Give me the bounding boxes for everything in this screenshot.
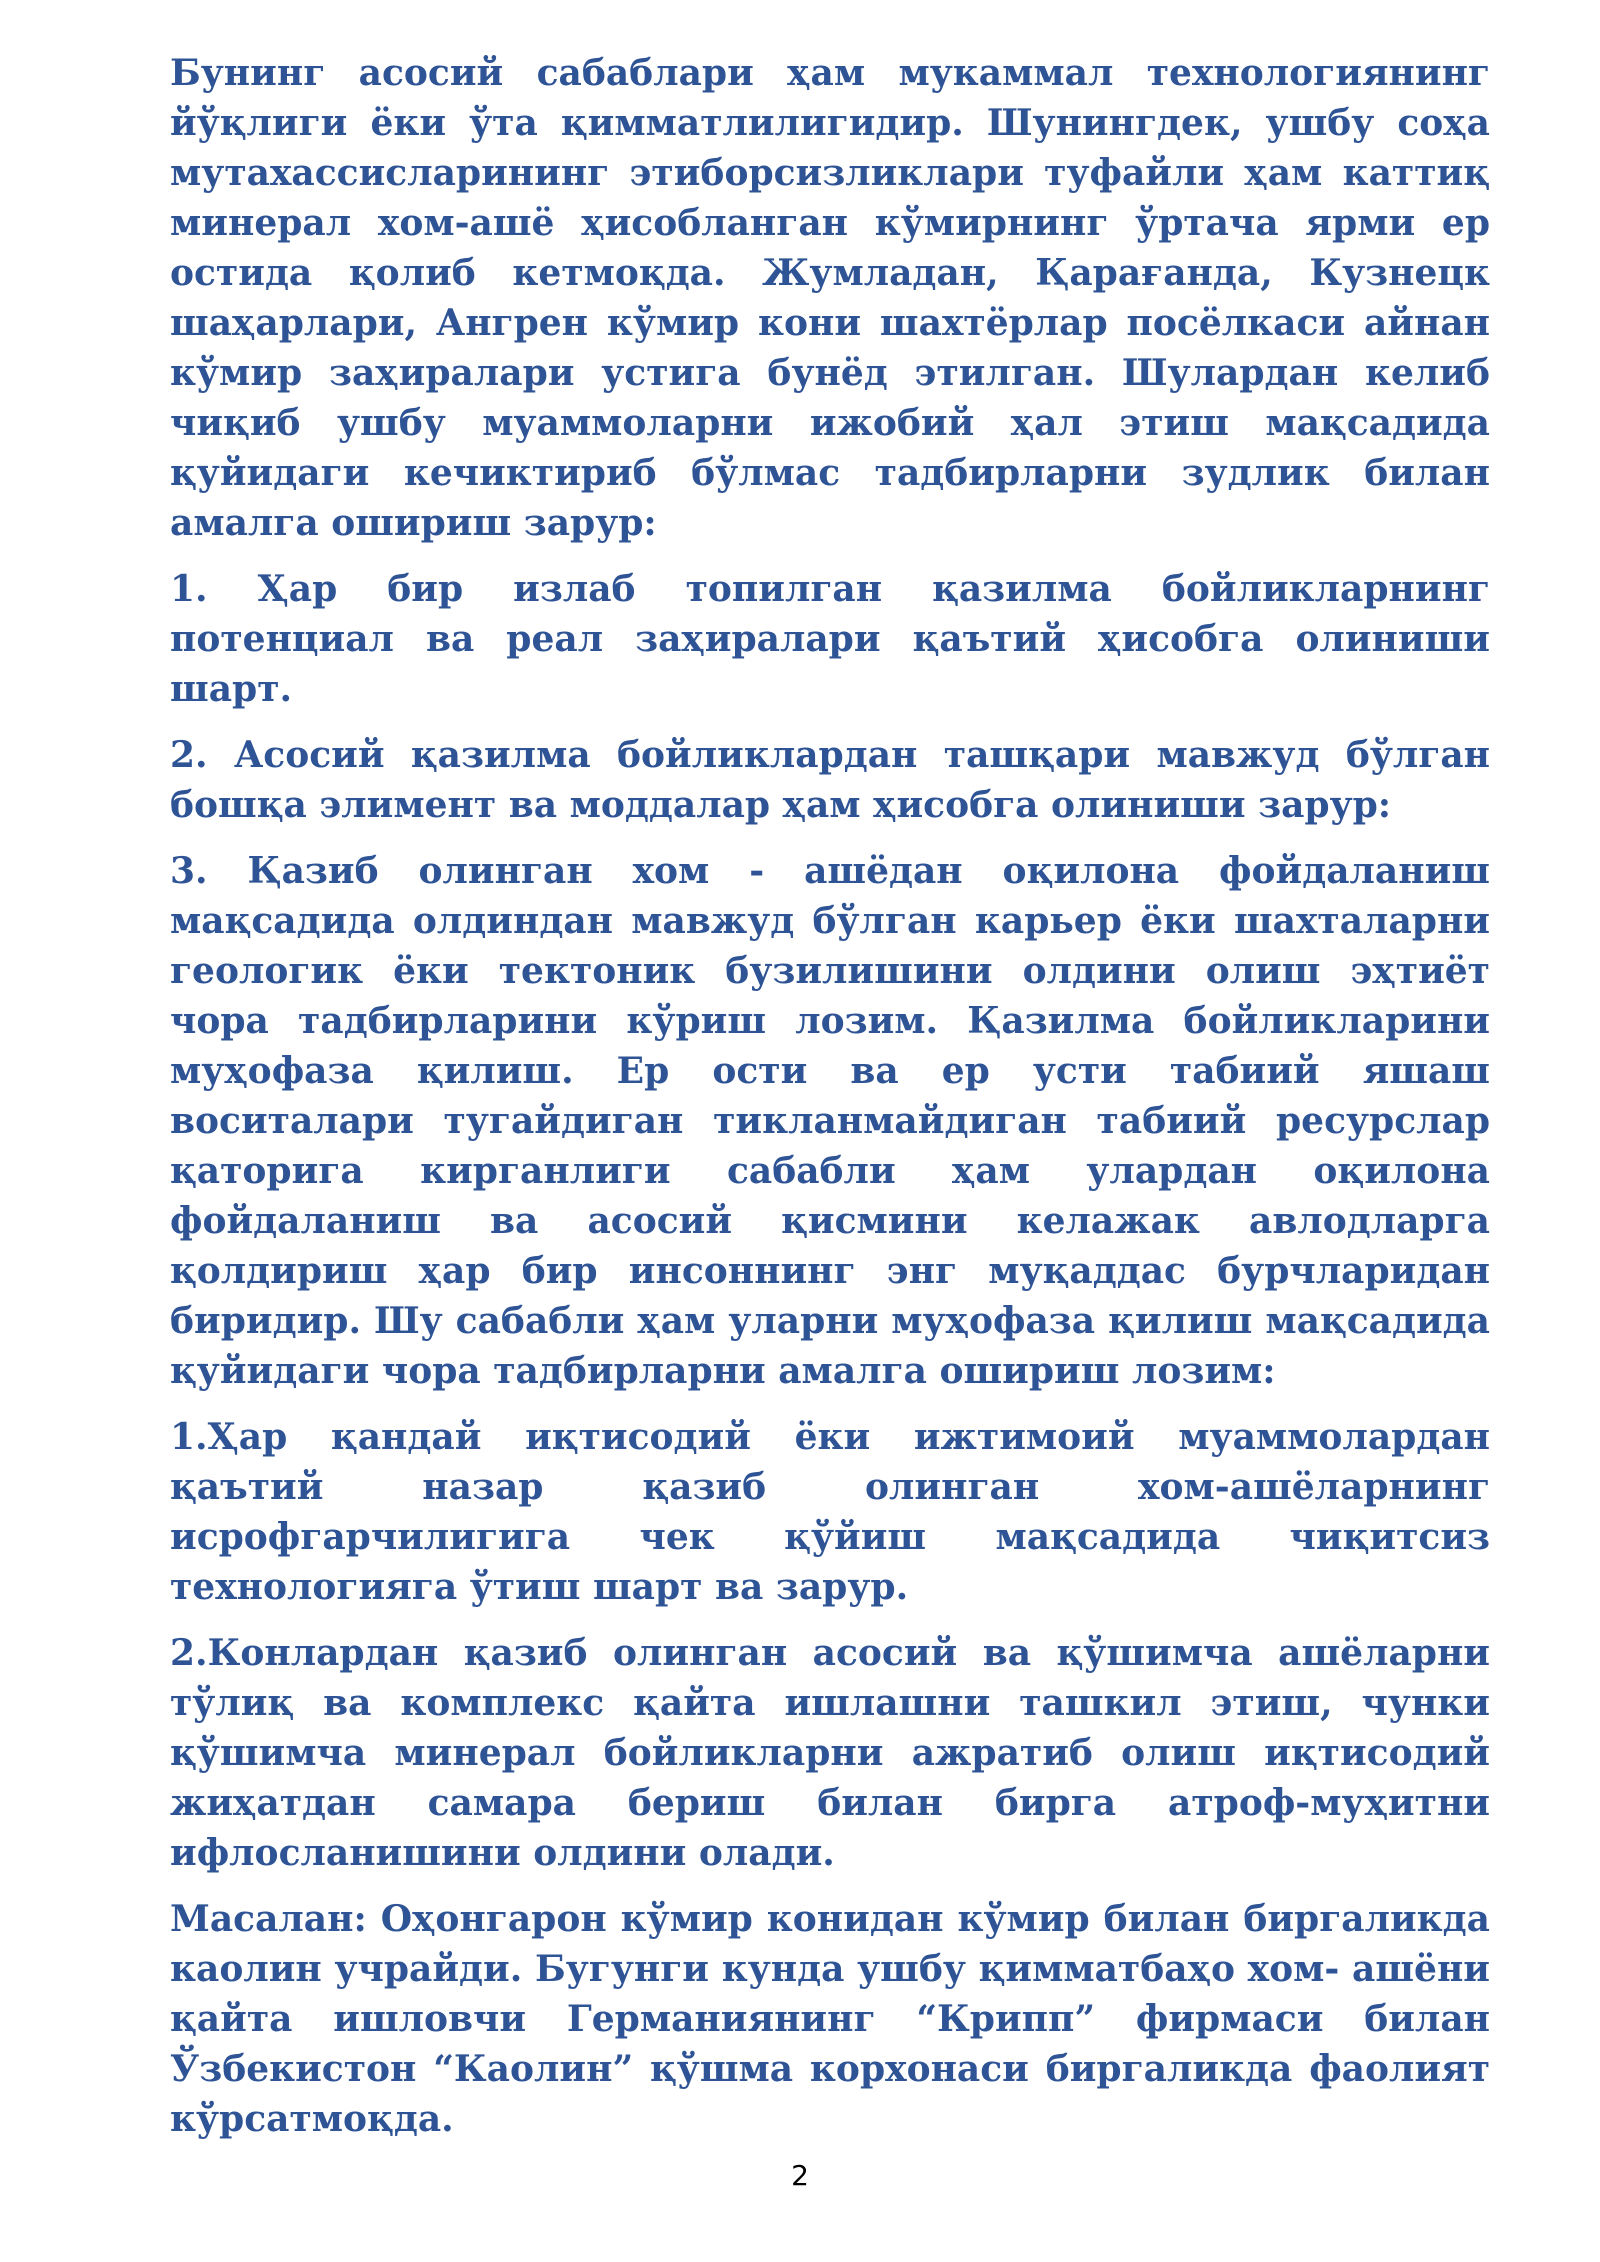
paragraph-item-2: 2. Асосий қазилма бойликлардан ташқари мавжуд бўлган бошқа элимент ва моддалар ҳам ҳисобга олиниши зарур:	[170, 734, 1490, 826]
document-body	[170, 48, 1490, 2160]
paragraph-item-1: 1. Ҳар бир излаб топилган қазилма бойликларнинг потенциал ва реал заҳиралари қаътий ҳисобга олиниши шарт.	[170, 568, 1490, 710]
paragraph-measure-2: 2.Конлардан қазиб олинган асосий ва қўшимча ашёларни тўлиқ ва комплекс қайта ишлашни ташкил этиш, чунки қўшимча минерал бойликларни ажратиб олиш иқтисодий жиҳатдан самара бериш билан бирга атроф-муҳитни ифлосланишини олдини олади.	[170, 1632, 1490, 1874]
paragraph-measure-1: 1.Ҳар қандай иқтисодий ёки ижтимоий муаммолардан қаътий назар қазиб олинган хом-ашёларнинг исрофгарчилигига чек қўйиш мақсадида чиқитсиз технологияга ўтиш шарт ва зарур.	[170, 1416, 1490, 1608]
paragraph-intro: Бунинг асосий сабаблари ҳам мукаммал технологиянинг йўқлиги ёки ўта қимматлилигидир. Шунингдек, ушбу соҳа мутахассисларининг этиборсизликлари туфайли ҳам каттиқ минерал хом-ашё ҳисобланган кўмирнинг ўртача ярми ер остида қолиб кетмоқда. Жумладан, Қарағанда, Кузнецк шаҳарлари, Ангрен кўмир кони шахтёрлар посёлкаси айнан кўмир заҳиралари устига бунёд этилган. Шулардан келиб чиқиб ушбу муаммоларни ижобий ҳал этиш мақсадида қуйидаги кечиктириб бўлмас тадбирларни зудлик билан амалга ошириш зарур:	[170, 52, 1490, 544]
page-number: 2	[791, 2159, 809, 2192]
paragraph-example: Масалан: Оҳонгарон кўмир конидан кўмир билан биргаликда каолин учрайди. Бугунги кунда ушбу қимматбаҳо хом- ашёни қайта ишловчи Германиянинг “Крипп” фирмаси билан Ўзбекистон “Каолин” қўшма корхонаси биргаликда фаолият кўрсатмоқда.	[170, 1898, 1490, 2140]
paragraph-item-3: 3. Қазиб олинган хом - ашёдан оқилона фойдаланиш мақсадида олдиндан мавжуд бўлган карьер ёки шахталарни геологик ёки тектоник бузилишини олдини олиш эҳтиёт чора тадбирларини кўриш лозим. Қазилма бойликларини муҳофаза қилиш. Ер ости ва ер усти табиий яшаш воситалари тугайдиган тикланмайдиган табиий ресурслар қаторига кирганлиги сабабли ҳам улардан оқилона фойдаланиш ва асосий қисмини келажак авлодларга қолдириш ҳар бир инсоннинг энг муқаддас бурчларидан биридир. Шу сабабли ҳам уларни муҳофаза қилиш мақсадида қуйидаги чора тадбирларни амалга ошириш лозим:	[170, 850, 1490, 1392]
